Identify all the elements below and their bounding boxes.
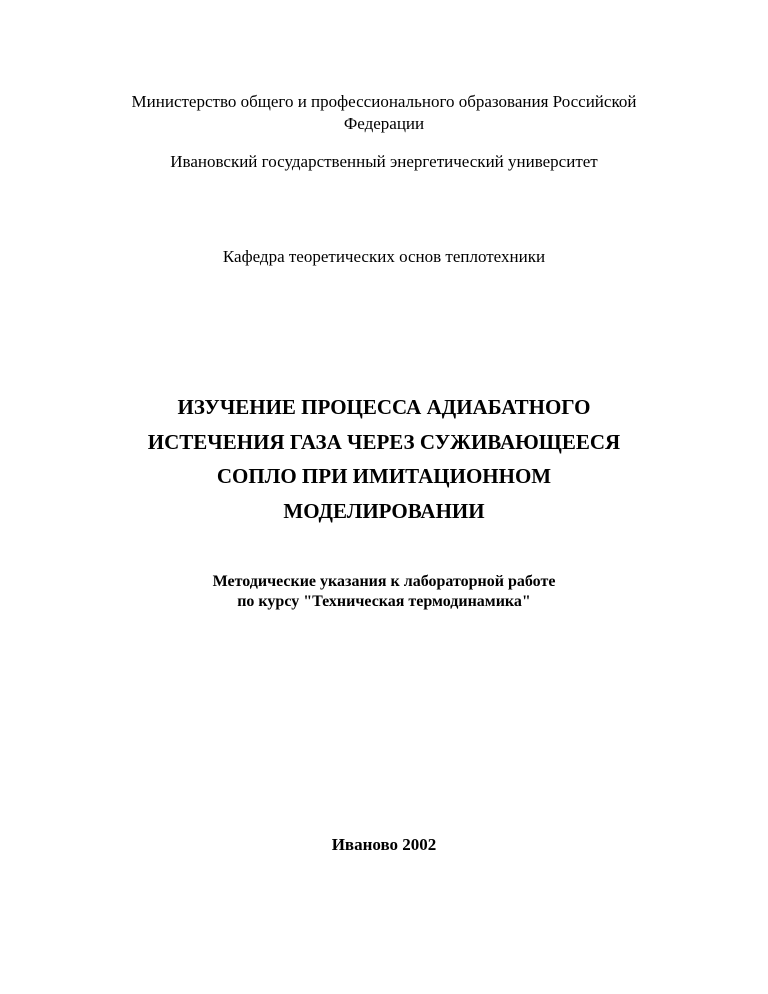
document-title-line-3: СОПЛО ПРИ ИМИТАЦИОННОМ [216, 464, 552, 488]
ministry-line-1: Министерство общего и профессионального образования Российской [131, 92, 637, 111]
document-title-line-2: ИСТЕЧЕНИЯ ГАЗА ЧЕРЕЗ СУЖИВАЮЩЕЕСЯ [147, 430, 621, 454]
ministry-line-2: Федерации [343, 114, 425, 133]
subtitle-line-1: Методические указания к лабораторной работе [212, 573, 556, 590]
document-title-line-4: МОДЕЛИРОВАНИИ [283, 499, 485, 523]
document-title-line-1: ИЗУЧЕНИЕ ПРОЦЕССА АДИАБАТНОГО [177, 395, 591, 419]
subtitle-line-2: по курсу "Техническая термодинамика" [237, 593, 531, 610]
department-name: Кафедра теоретических основ теплотехники [222, 247, 546, 266]
university-name: Ивановский государственный энергетический университет [170, 152, 598, 171]
city-year: Иваново 2002 [331, 835, 437, 854]
